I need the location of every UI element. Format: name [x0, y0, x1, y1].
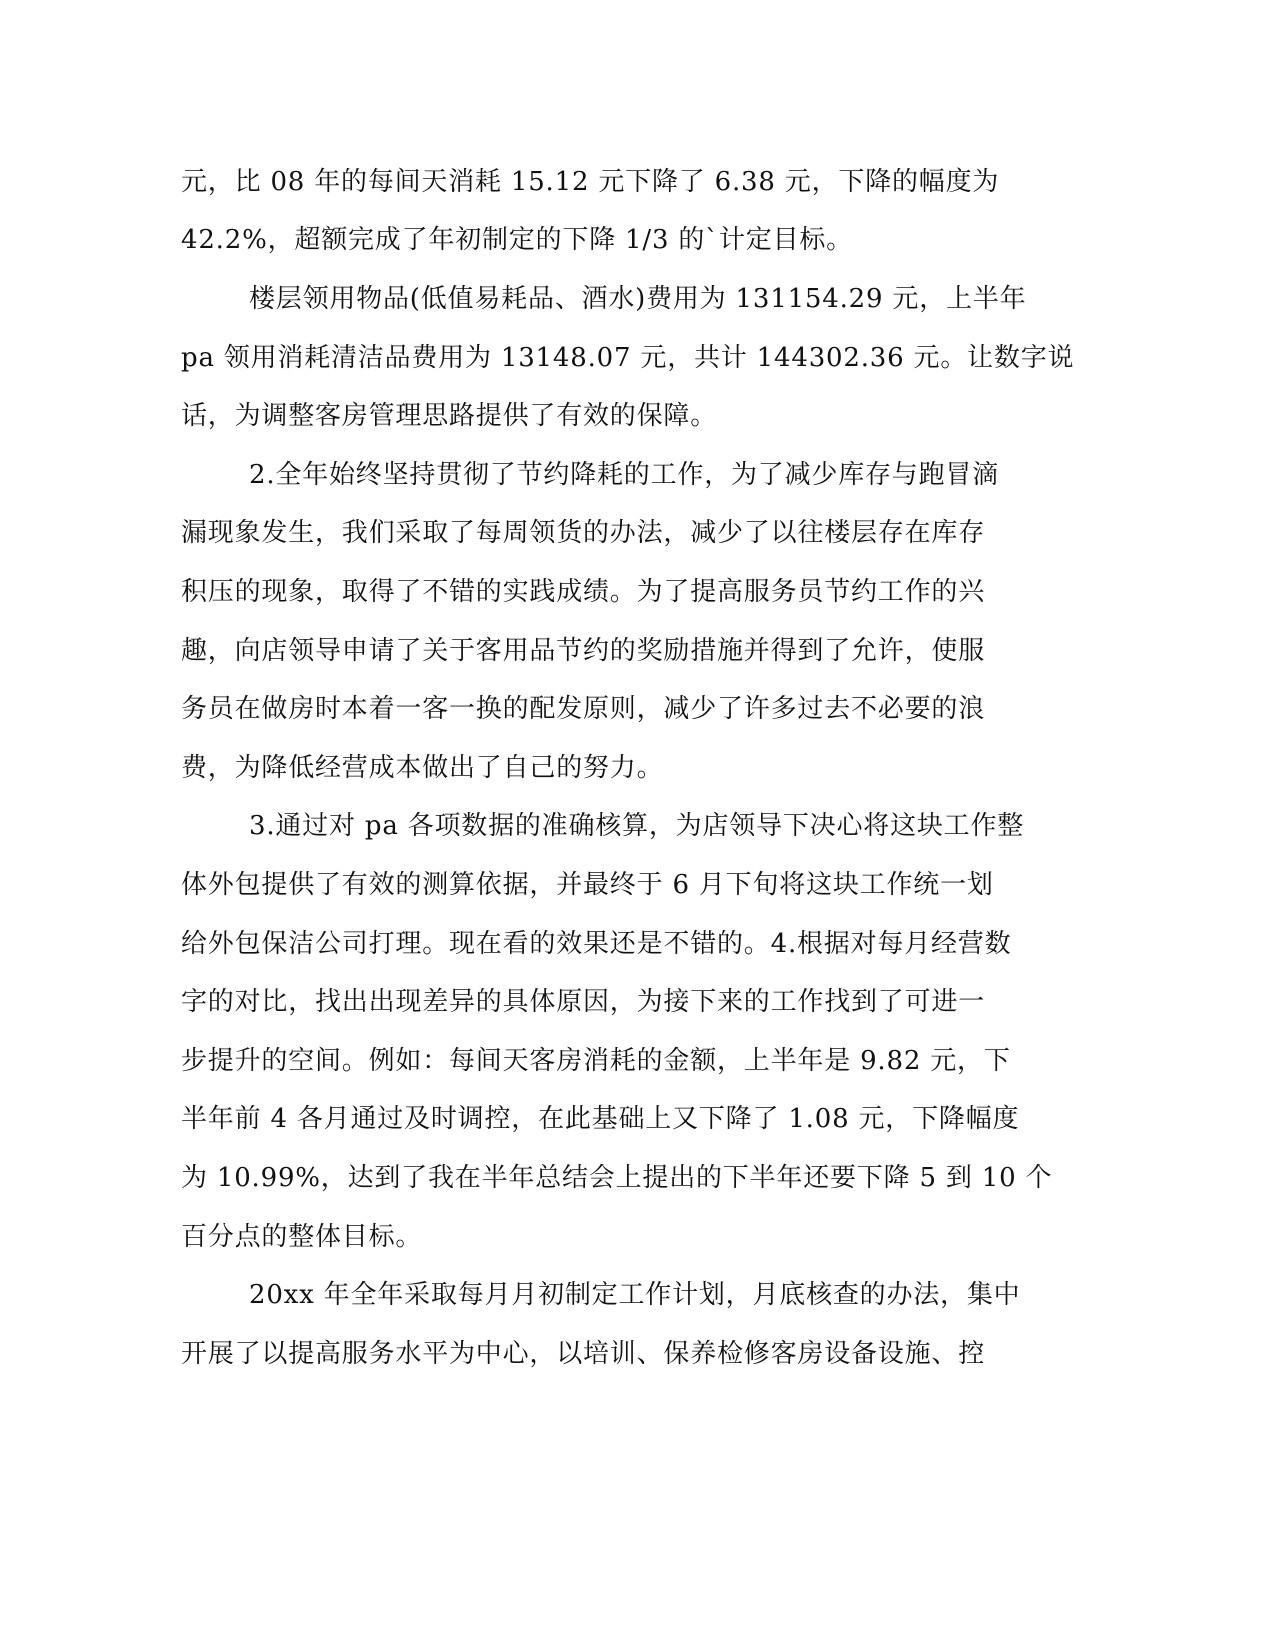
text-line: pa 领用消耗清洁品费用为 13148.07 元，共计 144302.36 元。让数字说 [181, 343, 1075, 373]
text-line: 务员在做房时本着一客一换的配发原则，减少了许多过去不必要的浪 [181, 694, 986, 724]
text-line: 漏现象发生，我们采取了每周领货的办法，减少了以往楼层存在库存 [181, 518, 986, 548]
text-line: 为 10.99%，达到了我在半年总结会上提出的下半年还要下降 5 到 10 个 [181, 1163, 1053, 1193]
paragraph-start-line: 3.通过对 pa 各项数据的准确核算，为店领导下决心将这块工作整 [249, 811, 1025, 841]
text-line: 步提升的空间。例如：每间天客房消耗的金额，上半年是 9.82 元，下 [181, 1046, 1011, 1076]
paragraph-start-line: 2.全年始终坚持贯彻了节约降耗的工作，为了减少库存与跑冒滴 [249, 460, 1000, 490]
text-line: 体外包提供了有效的测算依据，并最终于 6 月下旬将这块工作统一划 [181, 870, 994, 900]
text-line: 百分点的整体目标。 [181, 1222, 423, 1252]
text-line: 费，为降低经营成本做出了自己的努力。 [181, 753, 664, 783]
paragraph-start-line: 楼层领用物品(低值易耗品、酒水)费用为 131154.29 元，上半年 [249, 284, 1027, 314]
text-line: 元，比 08 年的每间天消耗 15.12 元下降了 6.38 元，下降的幅度为 [181, 167, 1000, 197]
text-line: 积压的现象，取得了不错的实践成绩。为了提高服务员节约工作的兴 [181, 577, 986, 607]
text-line: 趣，向店领导申请了关于客用品节约的奖励措施并得到了允许，使服 [181, 636, 986, 666]
text-line: 42.2%，超额完成了年初制定的下降 1/3 的`计定目标。 [181, 225, 853, 255]
paragraph-start-line: 20xx 年全年采取每月月初制定工作计划，月底核查的办法，集中 [249, 1280, 1021, 1310]
text-line: 开展了以提高服务水平为中心，以培训、保养检修客房设备设施、控 [181, 1339, 986, 1369]
text-line: 字的对比，找出出现差异的具体原因，为接下来的工作找到了可进一 [181, 987, 986, 1017]
text-line: 半年前 4 各月通过及时调控，在此基础上又下降了 1.08 元，下降幅度 [181, 1104, 1020, 1134]
text-line: 话，为调整客房管理思路提供了有效的保障。 [181, 401, 718, 431]
text-line: 给外包保洁公司打理。现在看的效果还是不错的。4.根据对每月经营数 [181, 929, 1012, 959]
